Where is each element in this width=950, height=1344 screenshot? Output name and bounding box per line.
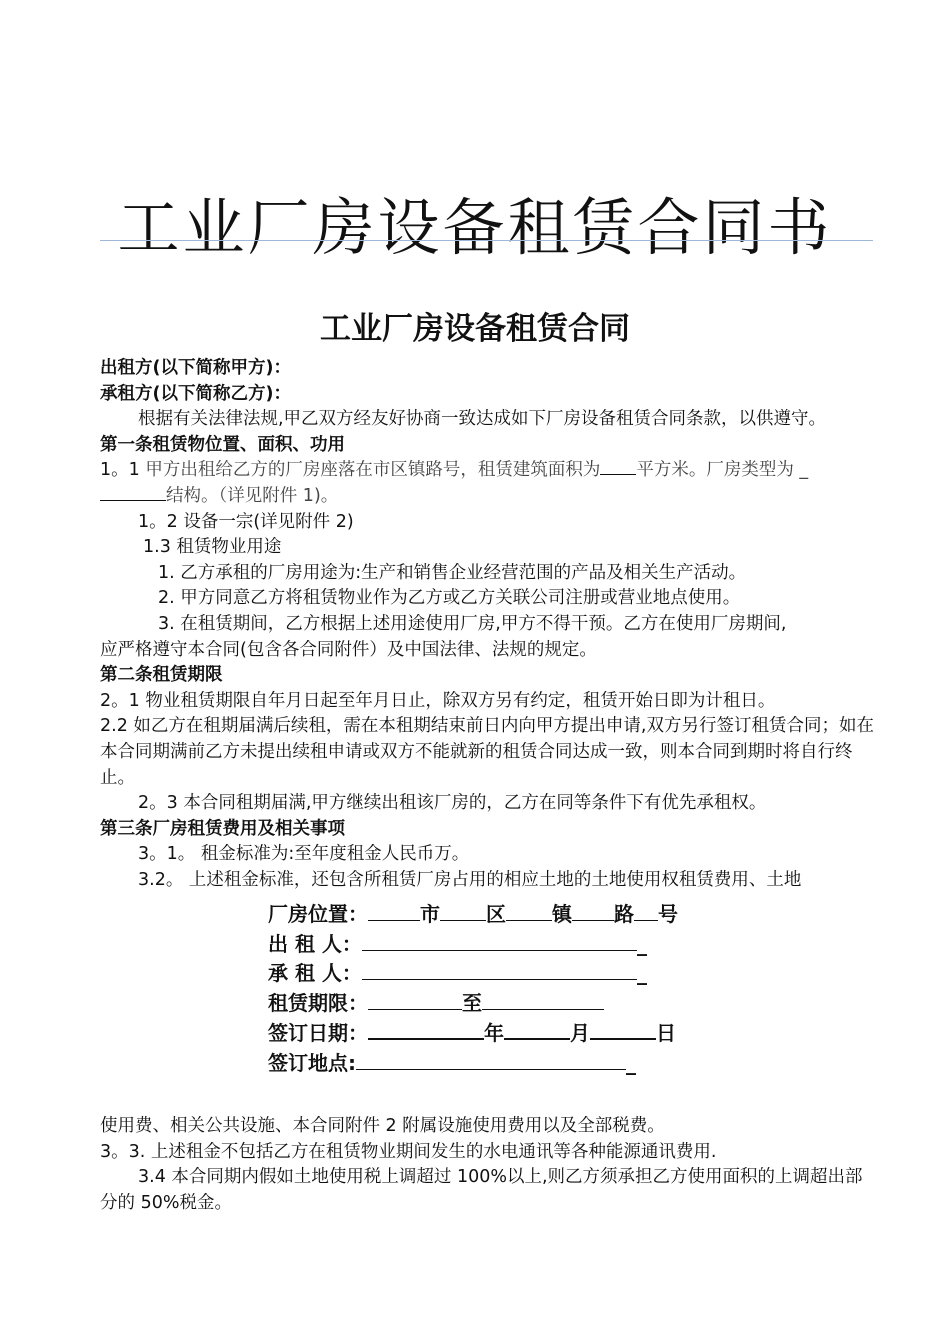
period-label: 租赁期限： xyxy=(268,990,368,1015)
year-label: 年 xyxy=(484,1021,504,1045)
lessee-trail: _ xyxy=(636,961,647,985)
district-label: 区 xyxy=(486,902,506,926)
period-end-blank xyxy=(482,989,604,1010)
clause-1-1-number: 1。1 xyxy=(100,460,146,481)
district-blank xyxy=(440,900,486,921)
road-label: 路 xyxy=(614,902,634,926)
clause-3-2: 3.2。 上述租金标准，还包含所租赁厂房占用的相应土地的土地使用权租赁费用、土地 xyxy=(138,869,802,890)
lessor-blank xyxy=(362,930,637,951)
article-1-title: 第一条租赁物位置、面积、功用 xyxy=(100,434,345,455)
use-item-2: 2. 甲方同意乙方将租赁物业作为乙方或乙方关联公司注册或营业地点使用。 xyxy=(158,588,741,609)
article-3-title: 第三条厂房租赁费用及相关事项 xyxy=(100,818,345,839)
structure-blank xyxy=(100,484,166,501)
clause-2-2: 2.2 如乙方在租期届满后续租，需在本租期结束前日内向甲方提出申请,双方另行签订租赁合同；如在本合同期满前乙方未提出续租申请或双方不能就新的租赁合同达成一致，则本合同到期时将自行终止。 xyxy=(100,716,874,788)
clause-3-3: 3。3. 上述租金不包括乙方在租赁物业期间发生的水电通讯等各种能源通讯费用. xyxy=(100,1141,717,1162)
period-start-blank xyxy=(368,989,462,1010)
form-row-location xyxy=(268,900,708,930)
sign-place-blank xyxy=(356,1049,626,1070)
town-label: 镇 xyxy=(552,902,572,926)
sign-place-label: 签订地点: xyxy=(268,1050,356,1075)
lessor-line: 出租方(以下简称甲方)： xyxy=(100,358,291,378)
period-to: 至 xyxy=(462,990,482,1015)
clause-2-3: 2。3 本合同租期届满,甲方继续出租该厂房的，乙方在同等条件下有优先承租权。 xyxy=(138,793,767,814)
clause-1-2: 1。2 设备一宗(详见附件 2) xyxy=(138,511,354,532)
lessor-label: 出 租 人： xyxy=(268,931,362,956)
clause-1-1-text-3: 结构。（详见附件 1)。 xyxy=(166,485,339,506)
form-row-period xyxy=(268,989,708,1019)
clause-3-4: 3.4 本合同期内假如土地使用税上调超过 100%以上,则乙方须承担乙方使用面积的上调超出部分的 50%税金。 xyxy=(100,1167,863,1213)
cover-title: 工业厂房设备租赁合同书 xyxy=(117,190,833,264)
number-label: 号 xyxy=(658,902,678,926)
city-label: 市 xyxy=(420,902,440,926)
title-divider xyxy=(100,240,873,241)
contract-body xyxy=(100,356,875,893)
use-item-3a: 3. 在租赁期间，乙方根据上述用途使用厂房,甲方不得干预。乙方在使用厂房期间, xyxy=(158,613,787,634)
cover-form xyxy=(268,900,708,1078)
lessee-blank xyxy=(362,959,637,980)
clause-3-2-continued: 使用费、相关公共设施、本合同附件 2 附属设施使用费用以及全部税费。 xyxy=(100,1116,665,1136)
intro-paragraph: 根据有关法律法规,甲乙双方经友好协商一致达成如下厂房设备租赁合同条款，以供遵守。 xyxy=(138,409,827,430)
lessee-label: 承 租 人： xyxy=(268,961,362,985)
month-blank xyxy=(504,1018,570,1040)
form-row-lessor xyxy=(268,930,708,960)
form-row-lessee xyxy=(268,959,708,989)
contract-heading: 工业厂房设备租赁合同 xyxy=(320,311,630,347)
use-item-3b: 应严格遵守本合同(包含各合同附件）及中国法律、法规的规定。 xyxy=(100,639,597,660)
year-blank xyxy=(368,1018,484,1040)
location-label: 厂房位置： xyxy=(268,902,368,926)
clause-1-1-text: 甲方出租给乙方的厂房座落在市区镇路号，租赁建筑面积为 xyxy=(145,460,601,481)
lessor-trail: _ xyxy=(636,931,647,956)
town-blank xyxy=(506,900,552,921)
clause-1-1 xyxy=(100,458,875,509)
sign-place-trail: _ xyxy=(626,1050,636,1075)
clause-2-1: 2。1 物业租赁期限自年月日起至年月日止，除双方另有约定，租赁开始日即为计租日。 xyxy=(100,690,776,711)
lessee-line: 承租方(以下简称乙方)： xyxy=(100,383,291,404)
article-2-title: 第二条租赁期限 xyxy=(100,665,223,686)
contract-continuation xyxy=(100,1114,875,1216)
day-blank xyxy=(590,1018,656,1040)
clause-3-1: 3。1。 租金标准为:至年度租金人民币万。 xyxy=(138,844,470,865)
form-row-sign-place xyxy=(268,1049,708,1079)
use-item-1: 1. 乙方承租的厂房用途为:生产和销售企业经营范围的产品及相关生产活动。 xyxy=(158,562,747,583)
clause-1-1-text-2: 平方米。厂房类型为 _ xyxy=(636,460,809,481)
number-blank xyxy=(634,900,658,921)
sign-date-label: 签订日期： xyxy=(268,1021,368,1045)
city-blank xyxy=(368,900,420,921)
form-row-sign-date xyxy=(268,1018,708,1049)
day-label: 日 xyxy=(656,1021,676,1045)
area-blank xyxy=(600,458,636,475)
clause-1-3: 1.3 租赁物业用途 xyxy=(143,537,282,558)
road-blank xyxy=(572,900,614,921)
month-label: 月 xyxy=(570,1021,590,1045)
